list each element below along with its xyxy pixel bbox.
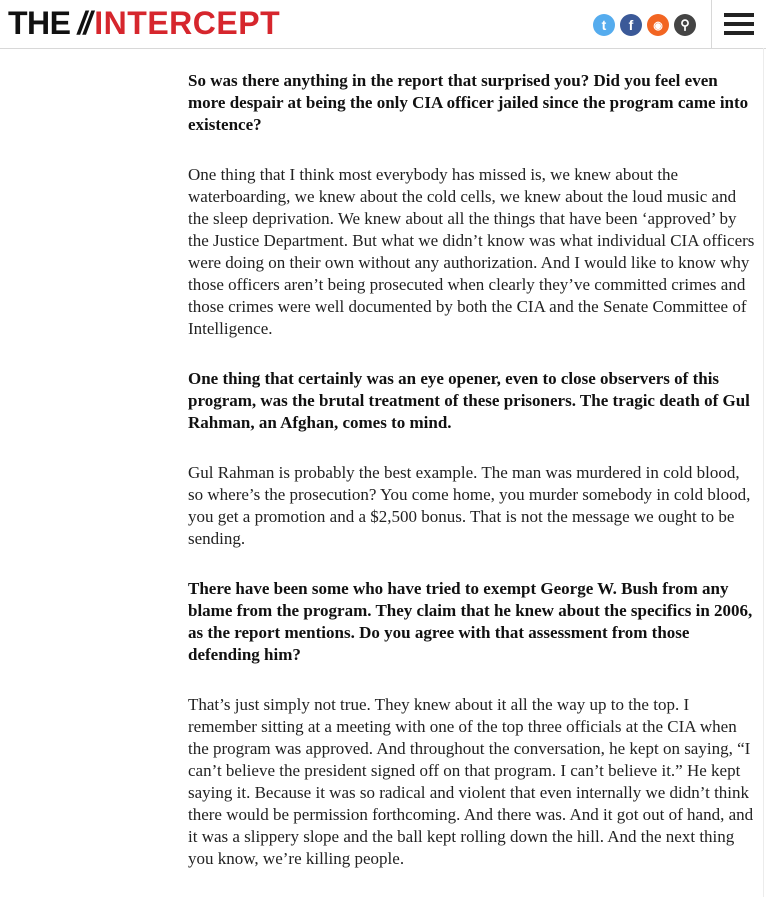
twitter-icon[interactable]: t <box>593 14 615 36</box>
hamburger-menu-icon <box>724 13 754 35</box>
article-body <box>188 70 758 898</box>
rss-icon[interactable]: ◉ <box>647 14 669 36</box>
interview-answer: Gul Rahman is probably the best example. The man was murdered in cold blood, so where’s the prosecution? You come home, you murder somebody in cold blood, you get a promotion and a $2,500 bonus. That is not the message we ought to be sending. <box>188 463 751 548</box>
site-header <box>0 0 766 49</box>
interview-question: There have been some who have tried to exempt George W. Bush from any blame from the program. They claim that he knew about the specifics in 2006, as the report mentions. Do you agree with that assessment from those defending him? <box>188 579 753 664</box>
site-logo[interactable] <box>8 4 280 42</box>
interview-question: One thing that certainly was an eye opener, even to close observers of this program, was the brutal treatment of these prisoners. The tragic death of Gul Rahman, an Afghan, comes to mind. <box>188 369 750 432</box>
logo-the: THE <box>8 4 71 41</box>
menu-button[interactable] <box>711 0 766 48</box>
logo-slashes: // <box>77 4 90 41</box>
interview-question: So was there anything in the report that surprised you? Did you feel even more despair at being the only CIA officer jailed since the program came into existence? <box>188 71 749 134</box>
interview-answer: One thing that I think most everybody has missed is, we knew about the waterboarding, we knew about the cold cells, we knew about the loud music and the sleep deprivation. We knew about all the things that have been ‘approved’ by the Justice Department. But what we didn’t know was what individual CIA officers were doing on their own without any authorization. And I would like to know why those officers aren’t being prosecuted when clearly they’ve committed crimes and those crimes were well documented by both the CIA and the Senate Committee of Intelligence. <box>188 165 755 338</box>
logo-brand: INTERCEPT <box>94 4 281 41</box>
page-edge-divider <box>763 48 764 897</box>
facebook-icon[interactable]: f <box>620 14 642 36</box>
search-icon[interactable]: ⚲ <box>674 14 696 36</box>
social-links <box>593 14 696 36</box>
interview-answer: That’s just simply not true. They knew about it all the way up to the top. I remember sitting at a meeting with one of the top three officials at the CIA when the program was approved. And throughout the conversation, he kept on saying, “I can’t believe the president signed off on that program. I can’t believe it.” He kept saying it. Because it was so radical and violent that even internally we didn’t think there would be permission forthcoming. And there was. And it got out of hand, and it was a slippery slope and the ball kept rolling down the hill. And the next thing you know, we’re killing people. <box>188 695 754 868</box>
